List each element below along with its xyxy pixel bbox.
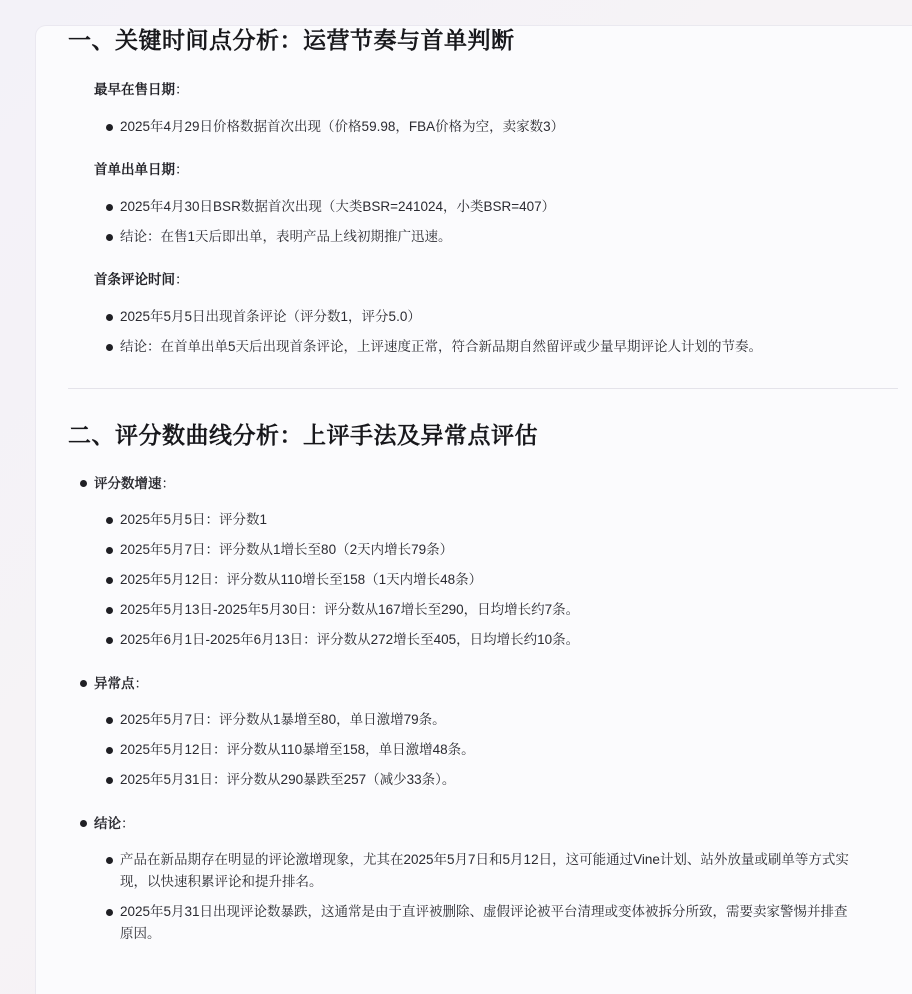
bullet-icon — [106, 607, 113, 614]
section-title: 二、评分数曲线分析：上评手法及异常点评估 — [68, 422, 538, 448]
bullet-icon — [106, 547, 113, 554]
bullet-icon — [106, 717, 113, 724]
list-item: 2025年5月7日：评分数从1暴增至80，单日激增79条。 — [68, 709, 898, 731]
list-item: 2025年4月29日价格数据首次出现（价格59.98，FBA价格为空，卖家数3） — [68, 116, 898, 138]
bullet-icon — [106, 637, 113, 644]
section-title: 一、关键时间点分析：运营节奏与首单判断 — [68, 27, 515, 53]
bullet-icon — [106, 344, 113, 351]
section-key-timepoints — [68, 27, 898, 358]
section-divider — [68, 388, 898, 389]
bullet-icon — [80, 680, 87, 687]
list-item: 2025年5月5日：评分数1 — [68, 509, 898, 531]
list-item: 2025年5月7日：评分数从1增长至80（2天内增长79条） — [68, 539, 898, 561]
report-content — [68, 27, 898, 945]
bullet-icon — [80, 820, 87, 827]
bullet-icon — [106, 747, 113, 754]
bullet-icon — [106, 314, 113, 321]
bullet-icon — [106, 517, 113, 524]
bullet-icon — [106, 909, 113, 916]
list-item: 2025年5月12日：评分数从110暴增至158，单日激增48条。 — [68, 739, 898, 761]
bullet-icon — [106, 857, 113, 864]
section-rating-curve — [68, 415, 898, 945]
list-item: 2025年4月30日BSR数据首次出现（大类BSR=241024，小类BSR=407） — [68, 196, 898, 218]
list-item: 结论：在售1天后即出单，表明产品上线初期推广迅速。 — [68, 226, 898, 248]
group-label-rating-growth: 评分数增速： — [68, 473, 898, 495]
group-label-earliest-sale: 最早在售日期： — [94, 82, 189, 97]
list-item: 2025年5月31日：评分数从290暴跌至257（减少33条）。 — [68, 769, 898, 791]
bullet-icon — [106, 777, 113, 784]
list-item: 结论：在首单出单5天后出现首条评论，上评速度正常，符合新品期自然留评或少量早期评论人计划的节奏。 — [68, 336, 898, 358]
list-item: 2025年5月5日出现首条评论（评分数1，评分5.0） — [68, 306, 898, 328]
bullet-icon — [106, 577, 113, 584]
list-item: 2025年5月13日-2025年5月30日：评分数从167增长至290，日均增长约7条。 — [68, 599, 898, 621]
group-label-first-review: 首条评论时间： — [94, 272, 189, 287]
group-label-conclusion: 结论： — [68, 813, 898, 835]
bullet-icon — [106, 124, 113, 131]
bullet-icon — [106, 204, 113, 211]
bullet-icon — [106, 234, 113, 241]
group-label-anomalies: 异常点： — [68, 673, 898, 695]
bullet-icon — [80, 480, 87, 487]
list-item: 2025年6月1日-2025年6月13日：评分数从272增长至405，日均增长约10条。 — [68, 629, 898, 651]
group-label-first-order: 首单出单日期： — [94, 162, 189, 177]
list-item: 2025年5月12日：评分数从110增长至158（1天内增长48条） — [68, 569, 898, 591]
list-item: 2025年5月31日出现评论数暴跌，这通常是由于直评被删除、虚假评论被平台清理或变体被拆分所致，需要卖家警惕并排查原因。 — [68, 901, 858, 945]
list-item: 产品在新品期存在明显的评论激增现象，尤其在2025年5月7日和5月12日，这可能通过Vine计划、站外放量或刷单等方式实现，以快速积累评论和提升排名。 — [68, 849, 858, 893]
